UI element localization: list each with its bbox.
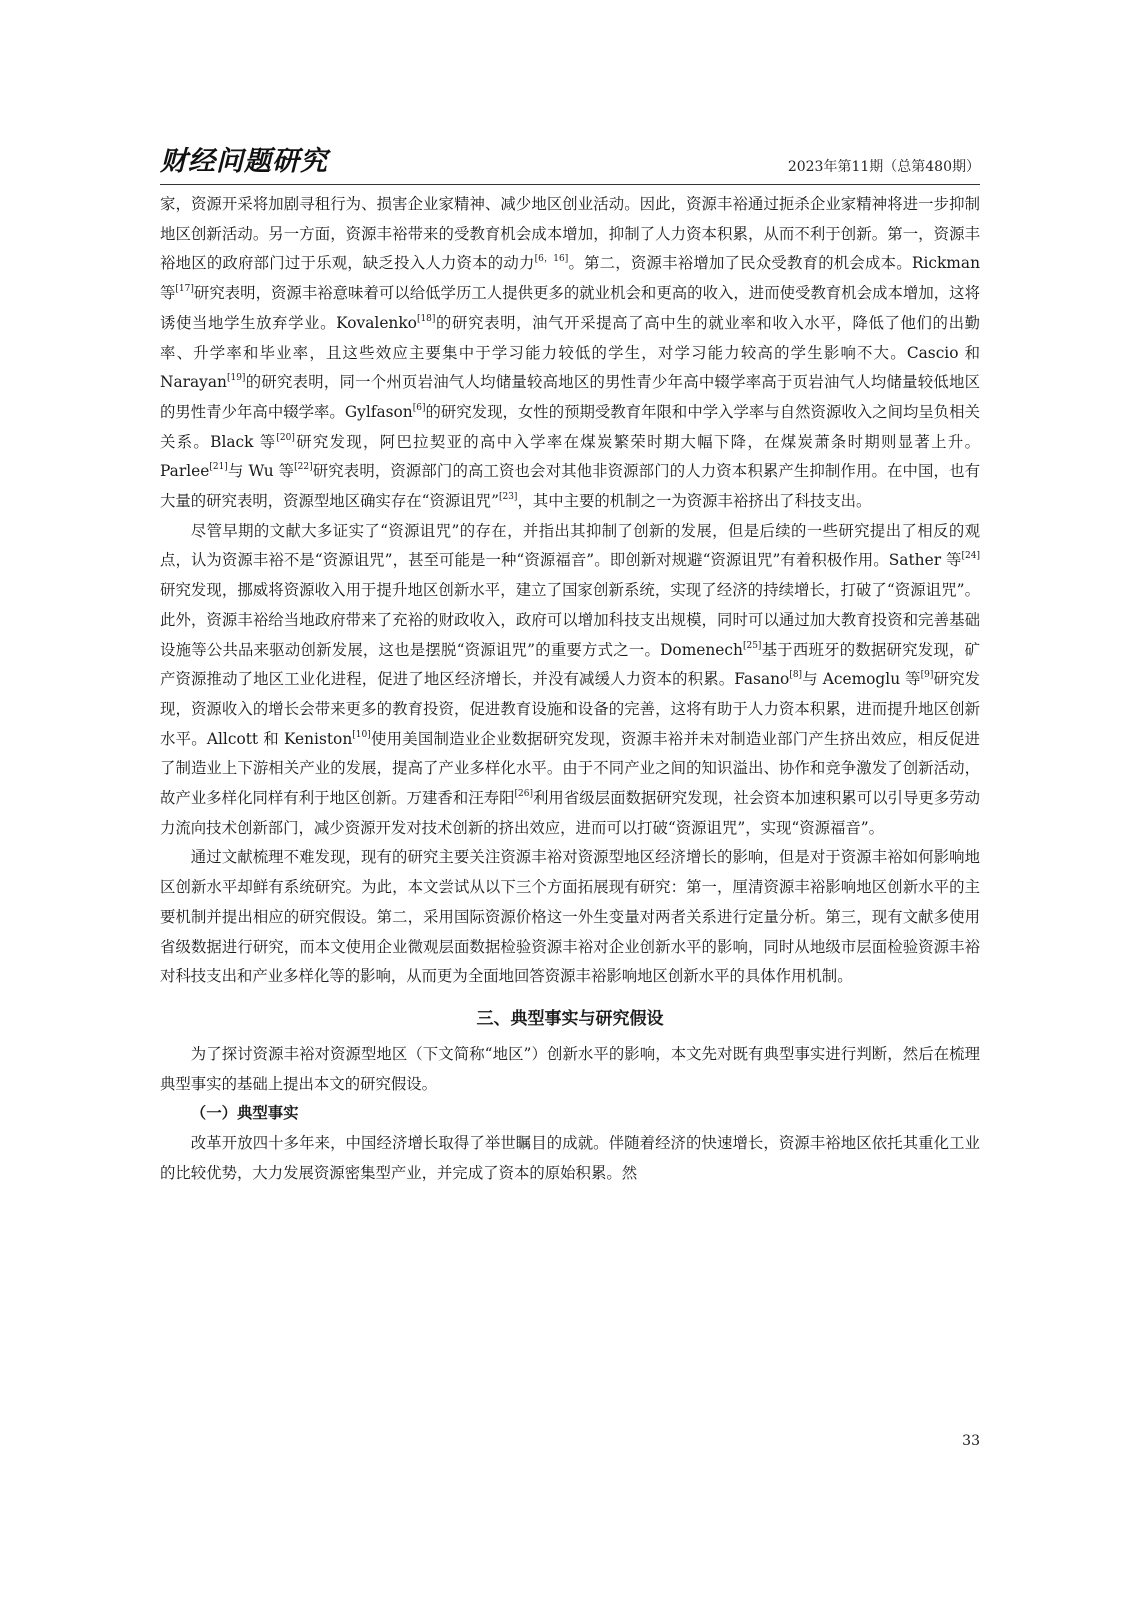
citation: [26] <box>514 789 533 800</box>
text-run: 的研究发现，女性的预期受教育年限和中学入学率与自然资源收入之间均呈负相关关系。Black 等 <box>160 402 980 451</box>
citation: [18] <box>416 313 436 324</box>
citation: [8] <box>789 670 803 681</box>
text-run: 与 Wu 等 <box>227 462 295 481</box>
citation: [10] <box>352 729 371 740</box>
section-heading: 三、典型事实与研究假设 <box>476 1008 664 1029</box>
citation: [20] <box>276 432 295 443</box>
text-run: 尽管早期的文献大多证实了“资源诅咒”的存在，并指出其抑制了创新的发展，但是后续的一些研究提出了相反的观点，认为资源丰裕不是“资源诅咒”，甚至可能是一种“资源福音”。即创新对规避“资源诅咒”有着积极作用。Sather 等 <box>160 521 980 570</box>
paragraph-2 <box>160 517 980 844</box>
text-run: 的研究表明，同一个州页岩油气人均储量较高地区的男性青少年高中辍学率高于页岩油气人均储量较低地区的男性青少年高中辍学率。Gylfason <box>160 373 980 421</box>
text-run: 研究发现，资源收入的增长会带来更多的教育投资，促进教育设施和设备的完善，这将有助于人力资本积累，进而提升地区创新水平。Allcott 和 Keniston <box>160 670 980 748</box>
text-run: ，其中主要的机制之一为资源丰裕挤出了科技支出。 <box>517 492 872 511</box>
paragraph-3: 通过文献梳理不难发现，现有的研究主要关注资源丰裕对资源型地区经济增长的影响，但是对于资源丰裕如何影响地区创新水平却鲜有系统研究。为此，本文尝试从以下三个方面拓展现有研究：第一，厘清资源丰裕影响地区创新水平的主要机制并提出相应的研究假设。第二，采用国际资源价格这一外生变量对两者关系进行定量分析。第三，现有文献多使用省级数据进行研究，而本文使用企业微观层面数据检验资源丰裕对企业创新水平的影响，同时从地级市层面检验资源丰裕对科技支出和产业多样化等的影响，从而更为全面地回答资源丰裕影响地区创新水平的具体作用机制。 <box>160 848 980 986</box>
text-run: 研究表明，资源部门的高工资也会对其他非资源部门的人力资本积累产生抑制作用。在中国，也有大量的研究表明，资源型地区确实存在“资源诅咒” <box>160 462 980 511</box>
citation: [24] <box>961 551 980 562</box>
citation: [6] <box>412 402 426 413</box>
issue-info: 2023年第11期（总第480期） <box>787 159 980 175</box>
subsection-heading: （一）典型事实 <box>190 1104 299 1123</box>
journal-logo: 财经问题研究 <box>160 146 328 177</box>
paragraph-5: 改革开放四十多年来，中国经济增长取得了举世瞩目的成就。伴随着经济的快速增长，资源丰裕地区依托其重化工业的比较优势，大力发展资源密集型产业，并完成了资本的原始积累。然 <box>160 1134 980 1182</box>
text-run: 研究发现，阿巴拉契亚的高中入学率在煤炭繁荣时期大幅下降，在煤炭萧条时期则显著上升。Parlee <box>160 432 980 481</box>
text-run: 的研究表明，油气开采提高了高中生的就业率和收入水平，降低了他们的出勤率、升学率和毕业率，且这些效应主要集中于学习能力较低的学生，对学习能力较高的学生影响不大。Cascio 和 Narayan <box>160 313 980 392</box>
page-number: 33 <box>962 1433 980 1449</box>
citation: [25] <box>742 640 762 651</box>
citation: [17] <box>175 284 194 295</box>
citation: [19] <box>226 373 246 384</box>
text-run: 与 Acemoglu 等 <box>802 670 921 689</box>
citation: [6，16] <box>534 254 569 265</box>
text-run: 研究表明，资源丰裕意味着可以给低学历工人提供更多的就业机会和更高的收入，进而使受教育机会成本增加，这将诱使当地学生放弃学业。Kovalenko <box>160 284 980 332</box>
text-run: 研究发现，挪威将资源收入用于提升地区创新水平，建立了国家创新系统，实现了经济的持续增长，打破了“资源诅咒”。此外，资源丰裕给当地政府带来了充裕的财政收入，政府可以增加科技支出规模，同时可以通过加大教育投资和完善基础设施等公共品来驱动创新发展，这也是摆脱“资源诅咒”的重要方式之一。Domenech <box>160 581 980 659</box>
text-run: 使用美国制造业企业数据研究发现，资源丰裕并未对制造业部门产生挤出效应，相反促进了制造业上下游相关产业的发展，提高了产业多样化水平。由于不同产业之间的知识溢出、协作和竞争激发了创新活动，故产业多样化同样有利于地区创新。万建香和汪寿阳 <box>160 729 980 808</box>
citation: [9] <box>920 670 934 681</box>
citation: [23] <box>498 492 518 503</box>
text-run: 。第二，资源丰裕增加了民众受教育的机会成本。Rickman 等 <box>160 254 980 303</box>
paragraph-4: 为了探讨资源丰裕对资源型地区（下文简称“地区”）创新水平的影响，本文先对既有典型事实进行判断，然后在梳理典型事实的基础上提出本文的研究假设。 <box>160 1044 980 1093</box>
text-run: 基于西班牙的数据研究发现，矿产资源推动了地区工业化进程，促进了地区经济增长，并没有减缓人力资本的积累。Fasano <box>160 640 980 689</box>
text-run: 利用省级层面数据研究发现，社会资本加速积累可以引导更多劳动力流向技术创新部门，减少资源开发对技术创新的挤出效应，进而可以打破“资源诅咒”，实现“资源福音”。 <box>160 789 980 837</box>
citation: [21] <box>209 462 228 473</box>
page-header <box>160 140 980 185</box>
article-body <box>160 190 980 1189</box>
text-run: 家，资源开采将加剧寻租行为、损害企业家精神、减少地区创业活动。因此，资源丰裕通过扼杀企业家精神将进一步抑制地区创新活动。另一方面，资源丰裕带来的受教育机会成本增加，抑制了人力资本积累，从而不利于创新。第一，资源丰裕地区的政府部门过于乐观，缺乏投入人力资本的动力 <box>160 195 980 273</box>
paragraph-1 <box>160 190 980 517</box>
citation: [22] <box>294 462 313 473</box>
